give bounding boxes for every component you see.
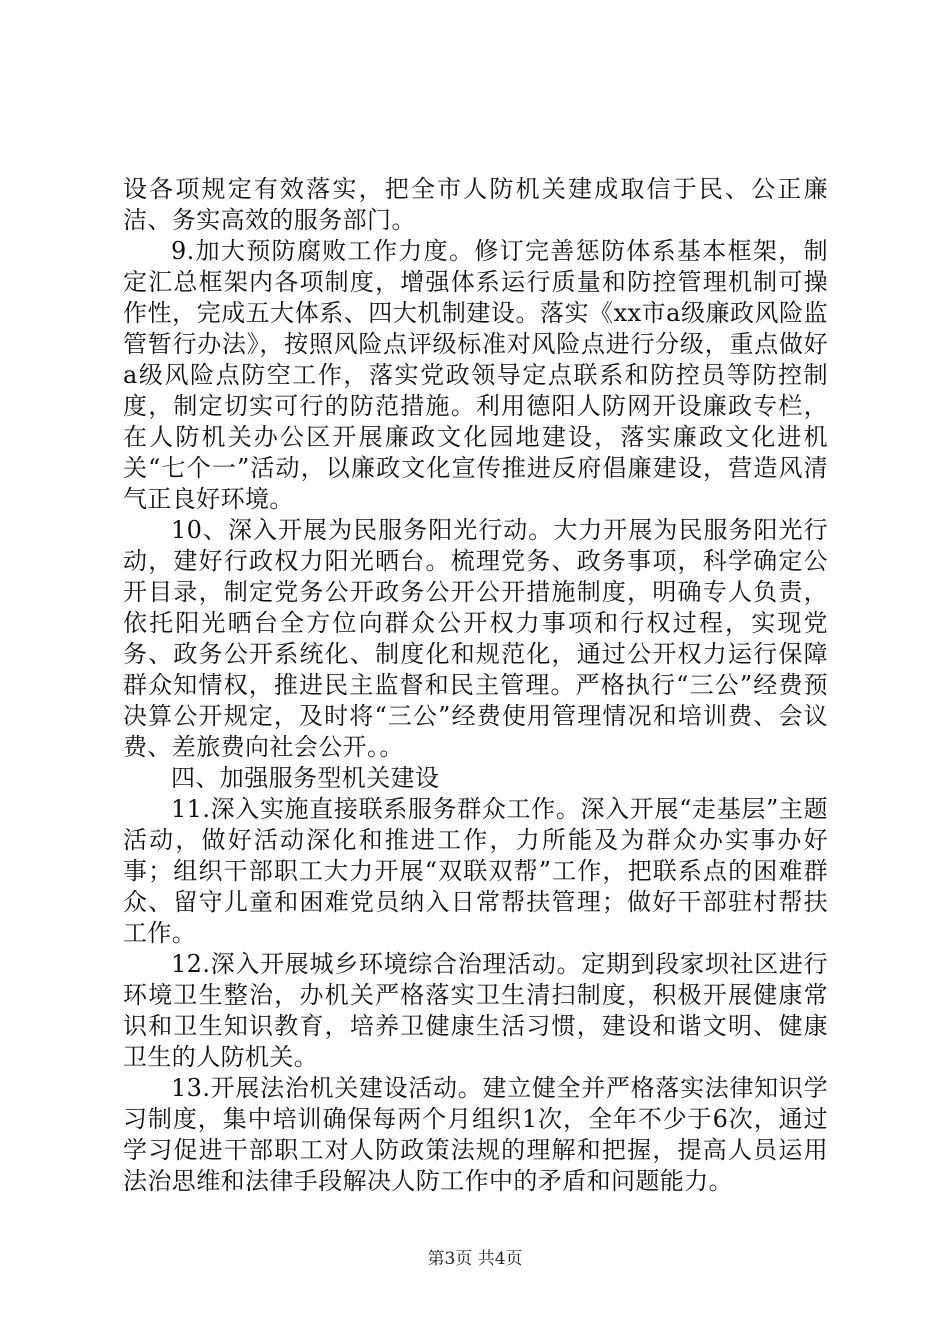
paragraph-item-9: 9.加大预防腐败工作力度。修订完善惩防体系基本框架，制定汇总框架内各项制度，增强体系运行质量和防控管理机制可操作性，完成五大体系、四大机制建设。落实《xx市a级廉政风险监管暂行办法》，按照风险点评级标准对风险点进行分级，重点做好a级风险点防空工作，落实党政领导定点联系和防控员等防控制度，制定切实可行的防范措施。利用德阳人防网开设廉政专栏，在人防机关办公区开展廉政文化园地建设，落实廉政文化进机关“七个一”活动，以廉政文化宣传推进反府倡廉建设，营造风清气正良好环境。 — [123, 237, 828, 513]
paragraph-item-12: 12.深入开展城乡环境综合治理活动。定期到段家坝社区进行环境卫生整治，办机关严格落实卫生清扫制度，积极开展健康常识和卫生知识教育，培养卫健康生活习惯，建设和谐文明、健康卫生的人防机关。 — [123, 950, 828, 1071]
page-footer: 第3页 共4页 — [427, 1249, 523, 1269]
document-body — [123, 174, 828, 1197]
paragraph-item-10: 10、深入开展为民服务阳光行动。大力开展为民服务阳光行动，建好行政权力阳光晒台。梳理党务、政务事项，科学确定公开目录，制定党务公开政务公开公开措施制度，明确专人负责，依托阳光晒台全方位向群众公开权力事项和行权过程，实现党务、政务公开系统化、制度化和规范化，通过公开权力运行保障群众知情权，推进民主监督和民主管理。严格执行“三公”经费预决算公开规定，及时将“三公”经费使用管理情况和培训费、会议费、差旅费向社会公开。。 — [123, 516, 828, 761]
section-heading-4: 四、加强服务型机关建设 — [171, 764, 440, 792]
paragraph-item-13: 13.开展法治机关建设活动。建立健全并严格落实法律知识学习制度，集中培训确保每两个月组织1次，全年不少于6次，通过学习促进干部职工对人防政策法规的理解和把握，提高人员运用法治思维和法律手段解决人防工作中的矛盾和问题能力。 — [123, 1074, 828, 1195]
paragraph-continuation: 设各项规定有效落实，把全市人防机关建成取信于民、公正廉洁、务实高效的服务部门。 — [123, 175, 828, 234]
paragraph-item-11: 11.深入实施直接联系服务群众工作。深入开展“走基层”主题活动，做好活动深化和推进工作，力所能及为群众办实事办好事；组织干部职工大力开展“双联双帮”工作，把联系点的困难群众、留守儿童和困难党员纳入日常帮扶管理；做好干部驻村帮扶工作。 — [123, 795, 828, 947]
